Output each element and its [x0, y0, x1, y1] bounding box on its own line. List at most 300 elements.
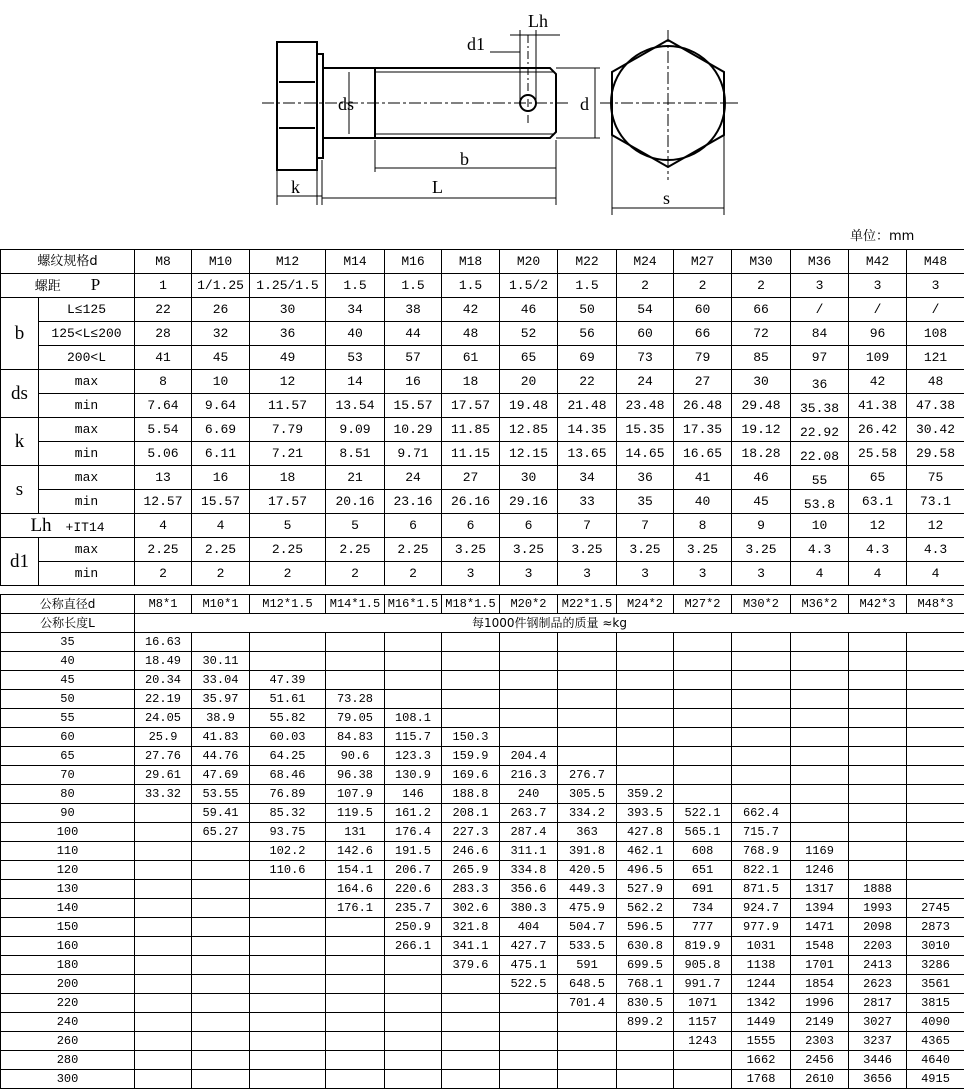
mass-value: 208.1: [442, 804, 500, 823]
mass-value: 119.5: [326, 804, 385, 823]
mass-value: 991.7: [674, 975, 732, 994]
mass-value: [135, 1070, 192, 1089]
param-sub-label: 200<L: [39, 346, 135, 370]
param-row-ds: [1, 394, 964, 418]
param-value: 18.28: [732, 442, 791, 466]
mass-value: [192, 861, 250, 880]
mass-value: [907, 690, 964, 709]
param-value: 24: [385, 466, 442, 490]
pitch-value: 1.5: [385, 274, 442, 298]
param-value: 60: [617, 322, 674, 346]
mass-value: [135, 956, 192, 975]
mass-value: [500, 633, 558, 652]
param-value: 121: [907, 346, 964, 370]
mass-value: 334.8: [500, 861, 558, 880]
mass-value: 169.6: [442, 766, 500, 785]
param-value: 66: [732, 298, 791, 322]
length-value: 300: [1, 1070, 135, 1089]
length-value: 120: [1, 861, 135, 880]
length-value: 70: [1, 766, 135, 785]
mass-value: 1157: [674, 1013, 732, 1032]
spec-value: M42: [849, 250, 907, 274]
param-sub-label: max: [39, 538, 135, 562]
param-value: 7.64: [135, 394, 192, 418]
param-value: 14: [326, 370, 385, 394]
mass-value: 2413: [849, 956, 907, 975]
param-value: 30: [732, 370, 791, 394]
mass-value: [192, 880, 250, 899]
mass-value: [250, 1070, 326, 1089]
mass-value: 302.6: [442, 899, 500, 918]
param-value: 3.25: [442, 538, 500, 562]
mass-row: [1, 709, 964, 728]
param-row-ds: [1, 370, 964, 394]
mass-value: 206.7: [385, 861, 442, 880]
mass-value: [849, 804, 907, 823]
mass-value: [907, 633, 964, 652]
length-value: 65: [1, 747, 135, 766]
param-value: 35: [617, 490, 674, 514]
mass-value: [192, 1051, 250, 1070]
mass-value: [732, 633, 791, 652]
param-value: 6.11: [192, 442, 250, 466]
mass-value: 311.1: [500, 842, 558, 861]
mass-value: 102.2: [250, 842, 326, 861]
param-value: 40: [326, 322, 385, 346]
mass-value: 64.25: [250, 747, 326, 766]
param-value: 75: [907, 466, 964, 490]
mass-value: [791, 785, 849, 804]
mass-value: 1996: [791, 994, 849, 1013]
mass-value: [385, 956, 442, 975]
mass-value: [617, 652, 674, 671]
param-value: 34: [326, 298, 385, 322]
mass-value: 701.4: [558, 994, 617, 1013]
mass-value: [135, 1032, 192, 1051]
mass-value: [849, 671, 907, 690]
param-value: 30.42: [907, 418, 964, 442]
length-value: 110: [1, 842, 135, 861]
param-value: 72: [732, 322, 791, 346]
mass-value: 33.04: [192, 671, 250, 690]
length-value: 150: [1, 918, 135, 937]
mass-value: [849, 766, 907, 785]
mass-value: 79.05: [326, 709, 385, 728]
diameter-header: M24*2: [617, 595, 674, 614]
mass-value: [192, 918, 250, 937]
mass-row: [1, 766, 964, 785]
param-value: 9: [732, 514, 791, 538]
mass-value: [674, 652, 732, 671]
mass-value: 65.27: [192, 823, 250, 842]
mass-value: 1317: [791, 880, 849, 899]
param-value: 3: [617, 562, 674, 586]
dimensions-table: [0, 249, 964, 586]
param-value: 47.38: [907, 394, 964, 418]
mass-value: 3561: [907, 975, 964, 994]
mass-value: 3286: [907, 956, 964, 975]
mass-value: [250, 975, 326, 994]
mass-value: [907, 747, 964, 766]
param-value: 42: [442, 298, 500, 322]
mass-value: [674, 671, 732, 690]
length-value: 140: [1, 899, 135, 918]
length-value: 80: [1, 785, 135, 804]
param-sub-label: 125<L≤200: [39, 322, 135, 346]
mass-value: 2623: [849, 975, 907, 994]
length-value: 100: [1, 823, 135, 842]
mass-value: 287.4: [500, 823, 558, 842]
mass-value: 527.9: [617, 880, 674, 899]
param-value: 3.25: [674, 538, 732, 562]
param-row-s: [1, 490, 964, 514]
mass-value: [326, 956, 385, 975]
mass-value: [192, 937, 250, 956]
param-value: 23.16: [385, 490, 442, 514]
mass-value: 651: [674, 861, 732, 880]
param-label: s: [1, 466, 39, 514]
diameter-header: M20*2: [500, 595, 558, 614]
mass-value: [192, 956, 250, 975]
label-k: k: [291, 177, 300, 197]
mass-row: [1, 899, 964, 918]
mass-value: [442, 652, 500, 671]
param-sub-label: +IT14: [66, 520, 105, 535]
mass-value: 1555: [732, 1032, 791, 1051]
mass-value: 93.75: [250, 823, 326, 842]
mass-value: [192, 975, 250, 994]
length-value: 260: [1, 1032, 135, 1051]
mass-value: 379.6: [442, 956, 500, 975]
diameter-header: M36*2: [791, 595, 849, 614]
pitch-label: 螺距: [35, 279, 61, 294]
param-value: 50: [558, 298, 617, 322]
pitch-value: 1/1.25: [192, 274, 250, 298]
mass-value: 1246: [791, 861, 849, 880]
param-value: 15.57: [192, 490, 250, 514]
param-value: 52: [500, 322, 558, 346]
param-value: 84: [791, 322, 849, 346]
spec-value: M10: [192, 250, 250, 274]
mass-value: 47.39: [250, 671, 326, 690]
param-value: 41.38: [849, 394, 907, 418]
mass-value: 404: [500, 918, 558, 937]
mass-value: 161.2: [385, 804, 442, 823]
mass-value: 276.7: [558, 766, 617, 785]
mass-value: [500, 690, 558, 709]
param-value: 10: [791, 514, 849, 538]
spec-row: [1, 250, 964, 274]
spec-value: M27: [674, 250, 732, 274]
mass-value: 3815: [907, 994, 964, 1013]
param-value: 12: [849, 514, 907, 538]
mass-value: [442, 709, 500, 728]
mass-value: 391.8: [558, 842, 617, 861]
param-value: 6: [500, 514, 558, 538]
param-value: 8: [135, 370, 192, 394]
mass-value: 47.69: [192, 766, 250, 785]
mass-value: [442, 671, 500, 690]
mass-value: 334.2: [558, 804, 617, 823]
mass-row: [1, 633, 964, 652]
diameter-header: M48*3: [907, 595, 964, 614]
mass-row: [1, 823, 964, 842]
mass-value: 27.76: [135, 747, 192, 766]
label-d1: d1: [467, 34, 485, 54]
param-sub-label: max: [39, 370, 135, 394]
mass-value: [385, 1051, 442, 1070]
label-lh: Lh: [528, 11, 548, 31]
param-value: 109: [849, 346, 907, 370]
param-value: 46: [500, 298, 558, 322]
param-value: 4.3: [907, 538, 964, 562]
mass-value: [500, 709, 558, 728]
mass-value: [326, 1032, 385, 1051]
param-value: 8.51: [326, 442, 385, 466]
mass-row: [1, 671, 964, 690]
param-value: 10.29: [385, 418, 442, 442]
param-label: Lh: [30, 515, 51, 536]
length-value: 40: [1, 652, 135, 671]
table-spacer: [0, 586, 964, 594]
mass-value: [500, 728, 558, 747]
spec-value: M14: [326, 250, 385, 274]
pitch-value: 1.5: [442, 274, 500, 298]
mass-value: 4640: [907, 1051, 964, 1070]
length-value: 90: [1, 804, 135, 823]
mass-value: [617, 671, 674, 690]
param-value: 4: [907, 562, 964, 586]
mass-row: [1, 880, 964, 899]
mass-value: [849, 747, 907, 766]
mass-value: 522.5: [500, 975, 558, 994]
mass-value: 176.4: [385, 823, 442, 842]
param-value: /: [849, 298, 907, 322]
mass-value: [674, 747, 732, 766]
mass-value: [250, 633, 326, 652]
mass-value: 4090: [907, 1013, 964, 1032]
mass-value: 123.3: [385, 747, 442, 766]
mass-value: [135, 804, 192, 823]
mass-value: [732, 766, 791, 785]
mass-value: [558, 1051, 617, 1070]
pitch-label-cell: [1, 274, 135, 298]
param-value: 4: [849, 562, 907, 586]
param-value: 26: [192, 298, 250, 322]
param-value: 56: [558, 322, 617, 346]
length-value: 55: [1, 709, 135, 728]
mass-value: 427.8: [617, 823, 674, 842]
mass-value: [791, 747, 849, 766]
mass-value: 462.1: [617, 842, 674, 861]
mass-value: [791, 633, 849, 652]
pitch-value: 3: [849, 274, 907, 298]
param-value: 5.54: [135, 418, 192, 442]
mass-value: [442, 633, 500, 652]
mass-value: 2456: [791, 1051, 849, 1070]
mass-row: [1, 652, 964, 671]
diameter-header: M12*1.5: [250, 595, 326, 614]
mass-value: [558, 690, 617, 709]
param-value: 5: [250, 514, 326, 538]
mass-value: 2610: [791, 1070, 849, 1089]
mass-value: [558, 728, 617, 747]
length-header-row: [1, 614, 964, 633]
mass-value: [617, 1051, 674, 1070]
mass-value: [558, 747, 617, 766]
mass-value: [732, 690, 791, 709]
mass-value: 220.6: [385, 880, 442, 899]
mass-value: [617, 728, 674, 747]
param-value: /: [907, 298, 964, 322]
pitch-symbol: P: [91, 275, 100, 294]
mass-value: [791, 728, 849, 747]
mass-value: 630.8: [617, 937, 674, 956]
mass-value: [135, 842, 192, 861]
mass-row: [1, 1032, 964, 1051]
length-value: 50: [1, 690, 135, 709]
param-value: 5: [326, 514, 385, 538]
mass-value: 53.55: [192, 785, 250, 804]
mass-value: 159.9: [442, 747, 500, 766]
param-value: 73: [617, 346, 674, 370]
pitch-value: 1.25/1.5: [250, 274, 326, 298]
param-value: 17.57: [442, 394, 500, 418]
mass-value: 35.97: [192, 690, 250, 709]
param-value: /: [791, 298, 849, 322]
param-value: 2.25: [192, 538, 250, 562]
mass-value: [385, 652, 442, 671]
param-value: 96: [849, 322, 907, 346]
mass-value: 1548: [791, 937, 849, 956]
mass-value: [907, 880, 964, 899]
mass-row: [1, 861, 964, 880]
mass-value: [500, 652, 558, 671]
param-row-b: [1, 346, 964, 370]
param-value: 44: [385, 322, 442, 346]
label-s: s: [663, 188, 670, 208]
bolt-side-view: [277, 42, 556, 170]
mass-value: 16.63: [135, 633, 192, 652]
mass-value: 265.9: [442, 861, 500, 880]
mass-value: [907, 709, 964, 728]
mass-value: [674, 728, 732, 747]
diameter-label: 公称直径d: [1, 595, 135, 614]
mass-value: 68.46: [250, 766, 326, 785]
param-value: 17.57: [250, 490, 326, 514]
spec-value: M22: [558, 250, 617, 274]
param-value: 20.16: [326, 490, 385, 514]
param-value: 29.16: [500, 490, 558, 514]
mass-value: 2149: [791, 1013, 849, 1032]
mass-value: [192, 1013, 250, 1032]
param-value: 16: [192, 466, 250, 490]
mass-value: 3010: [907, 937, 964, 956]
mass-value: 250.9: [385, 918, 442, 937]
diameter-header: M10*1: [192, 595, 250, 614]
pitch-value: 1: [135, 274, 192, 298]
param-sub-label: min: [39, 562, 135, 586]
spec-value: M20: [500, 250, 558, 274]
mass-value: [791, 709, 849, 728]
mass-value: 3237: [849, 1032, 907, 1051]
mass-value: [326, 1051, 385, 1070]
mass-value: 522.1: [674, 804, 732, 823]
mass-value: 44.76: [192, 747, 250, 766]
param-value: 3.25: [732, 538, 791, 562]
mass-value: [849, 785, 907, 804]
mass-value: 768.1: [617, 975, 674, 994]
param-value: 20: [500, 370, 558, 394]
length-label: 公称长度L: [1, 614, 135, 633]
mass-value: 25.9: [135, 728, 192, 747]
param-value: 85: [732, 346, 791, 370]
mass-value: 154.1: [326, 861, 385, 880]
spec-value: M24: [617, 250, 674, 274]
mass-value: 246.6: [442, 842, 500, 861]
mass-value: 420.5: [558, 861, 617, 880]
mass-value: [732, 728, 791, 747]
param-value: 40: [674, 490, 732, 514]
mass-value: [250, 956, 326, 975]
param-label-cell: [1, 514, 135, 538]
param-value: 54: [617, 298, 674, 322]
param-value: 19.48: [500, 394, 558, 418]
length-value: 160: [1, 937, 135, 956]
unit-label: 单位：mm: [850, 229, 914, 245]
param-value: 22: [558, 370, 617, 394]
spec-value: M8: [135, 250, 192, 274]
mass-table: [0, 594, 964, 1089]
mass-value: [558, 671, 617, 690]
mass-value: 204.4: [500, 747, 558, 766]
mass-row: [1, 1013, 964, 1032]
param-value: 14.65: [617, 442, 674, 466]
spec-value: M12: [250, 250, 326, 274]
mass-value: [442, 1051, 500, 1070]
param-value: 2: [250, 562, 326, 586]
param-row-b: [1, 322, 964, 346]
mass-value: [250, 880, 326, 899]
param-value: 9.09: [326, 418, 385, 442]
mass-value: [791, 823, 849, 842]
mass-value: [791, 690, 849, 709]
param-value: 12: [250, 370, 326, 394]
mass-value: 20.34: [135, 671, 192, 690]
length-value: 220: [1, 994, 135, 1013]
mass-value: [500, 1070, 558, 1089]
mass-value: 533.5: [558, 937, 617, 956]
param-sub-label: max: [39, 418, 135, 442]
mass-value: [907, 766, 964, 785]
mass-value: [326, 1013, 385, 1032]
param-value: 22.92: [791, 418, 849, 442]
mass-value: 2817: [849, 994, 907, 1013]
mass-row: [1, 728, 964, 747]
diameter-header: M14*1.5: [326, 595, 385, 614]
mass-value: 691: [674, 880, 732, 899]
mass-row: [1, 918, 964, 937]
param-value: 4.3: [849, 538, 907, 562]
mass-value: 59.41: [192, 804, 250, 823]
mass-value: [791, 804, 849, 823]
param-value: 3: [442, 562, 500, 586]
param-value: 6.69: [192, 418, 250, 442]
mass-value: [558, 709, 617, 728]
param-value: 97: [791, 346, 849, 370]
mass-value: 240: [500, 785, 558, 804]
mass-value: [135, 1013, 192, 1032]
